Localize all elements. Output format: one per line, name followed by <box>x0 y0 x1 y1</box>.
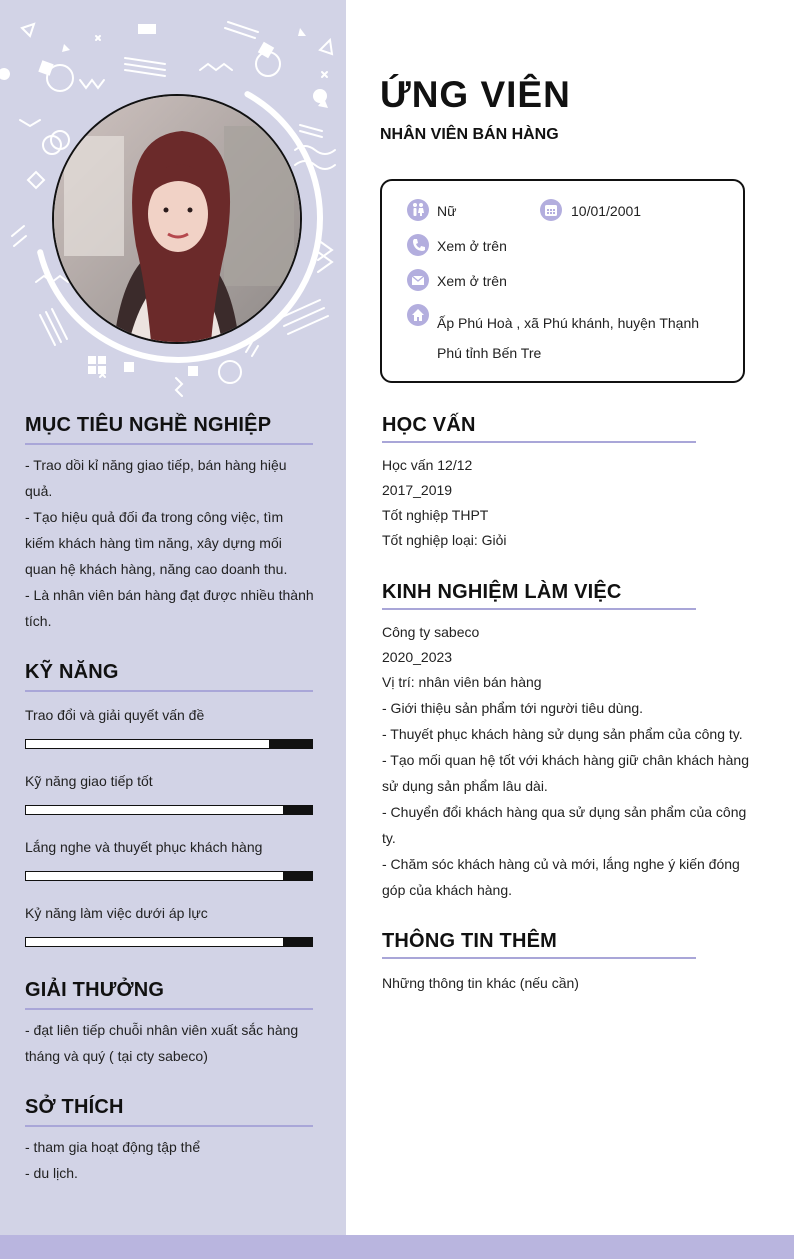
skill-label: Kỹ năng giao tiếp tốt <box>25 773 153 789</box>
objective-text <box>25 452 325 634</box>
experience-line: ty. <box>382 830 396 846</box>
experience-line: - Chuyển đổi khách hàng qua sử dụng sản phẩm của công <box>382 804 747 820</box>
bottom-band <box>0 1235 794 1259</box>
skill-bar <box>25 805 313 815</box>
email-value: Xem ở trên <box>437 273 507 289</box>
address-line: Phú tỉnh Bến Tre <box>437 345 542 361</box>
profile-photo-image <box>54 96 300 342</box>
education-line: Tốt nghiệp loại: Giỏi <box>382 532 507 548</box>
more-info-rule <box>382 957 696 959</box>
more-info-title: THÔNG TIN THÊM <box>382 930 558 952</box>
objective-line: kiếm khách hàng tìm năng, xây dựng mối <box>25 535 282 551</box>
education-line: Học vấn 12/12 <box>382 457 473 473</box>
address-line: Ấp Phú Hoà , xã Phú khánh, huyện Thạnh <box>437 315 700 331</box>
skill-bar <box>25 871 313 881</box>
hobbies-line: - tham gia hoạt động tập thể <box>25 1139 201 1155</box>
gender-icon <box>407 199 429 221</box>
objective-title: MỤC TIÊU NGHỀ NGHIỆP <box>25 414 272 436</box>
skill-bar-fill <box>26 740 269 748</box>
awards-rule <box>25 1008 313 1010</box>
skill-bar <box>25 937 313 947</box>
hobbies-line: - du lịch. <box>25 1165 78 1181</box>
mail-icon <box>407 269 429 291</box>
phone-icon <box>407 234 429 256</box>
experience-line: góp của khách hàng. <box>382 882 512 898</box>
hobbies-text <box>25 1134 325 1186</box>
objective-line: tích. <box>25 613 52 629</box>
experience-text <box>382 620 762 903</box>
experience-line: - Chăm sóc khách hàng củ và mới, lắng nghe ý kiến đóng <box>382 856 740 872</box>
hobbies-title: SỞ THÍCH <box>25 1096 124 1118</box>
address-value <box>437 308 699 368</box>
education-line: 2017_2019 <box>382 482 453 498</box>
skills-title: KỸ NĂNG <box>25 661 119 683</box>
candidate-name: ỨNG VIÊN <box>380 74 571 115</box>
experience-line: - Tạo mối quan hệ tốt với khách hàng giữ chân khách hàng <box>382 752 749 768</box>
gender-value: Nữ <box>437 203 457 219</box>
experience-rule <box>382 608 696 610</box>
experience-title: KINH NGHIỆM LÀM VIỆC <box>382 581 622 603</box>
education-rule <box>382 441 696 443</box>
experience-line: 2020_2023 <box>382 649 453 665</box>
objective-rule <box>25 443 313 445</box>
skill-bar-fill <box>26 806 283 814</box>
objective-line: - Tạo hiệu quả đối đa trong công việc, tìm <box>25 509 284 525</box>
objective-line: - Là nhân viên bán hàng đạt được nhiều thành <box>25 587 314 603</box>
experience-line: Vị trí: nhân viên bán hàng <box>382 674 542 690</box>
skills-rule <box>25 690 313 692</box>
education-line: Tốt nghiệp THPT <box>382 507 489 523</box>
experience-line: sử dụng sản phẩm lâu dài. <box>382 778 548 794</box>
awards-text <box>25 1017 325 1069</box>
skill-label: Lắng nghe và thuyết phục khách hàng <box>25 839 263 855</box>
awards-line: tháng và quý ( tại cty sabeco) <box>25 1048 208 1064</box>
experience-line: - Giới thiệu sản phẩm tới người tiêu dùng. <box>382 700 644 716</box>
home-icon <box>407 304 429 326</box>
birthdate-value: 10/01/2001 <box>571 203 642 219</box>
objective-line: - Trao dồi kỉ năng giao tiếp, bán hàng hiệu <box>25 457 287 473</box>
skill-label: Kỷ năng làm việc dưới áp lực <box>25 905 208 921</box>
education-title: HỌC VẤN <box>382 414 476 436</box>
profile-photo <box>52 94 302 344</box>
more-info-text: Những thông tin khác (nếu cần) <box>382 975 579 991</box>
skill-bar <box>25 739 313 749</box>
job-title: NHÂN VIÊN BÁN HÀNG <box>380 126 559 143</box>
skill-label: Trao đổi và giải quyết vấn đề <box>25 707 205 723</box>
calendar-icon <box>540 199 562 221</box>
phone-value: Xem ở trên <box>437 238 507 254</box>
hobbies-rule <box>25 1125 313 1127</box>
skill-bar-fill <box>26 872 283 880</box>
experience-line: - Thuyết phục khách hàng sử dụng sản phẩm của công ty. <box>382 726 743 742</box>
skill-bar-fill <box>26 938 283 946</box>
awards-line: - đạt liên tiếp chuỗi nhân viên xuất sắc hàng <box>25 1022 299 1038</box>
awards-title: GIẢI THƯỞNG <box>25 979 165 1001</box>
objective-line: quả. <box>25 483 53 499</box>
experience-line: Công ty sabeco <box>382 624 480 640</box>
objective-line: quan hệ khách hàng, năng cao doanh thu. <box>25 561 288 577</box>
education-text <box>382 453 762 553</box>
